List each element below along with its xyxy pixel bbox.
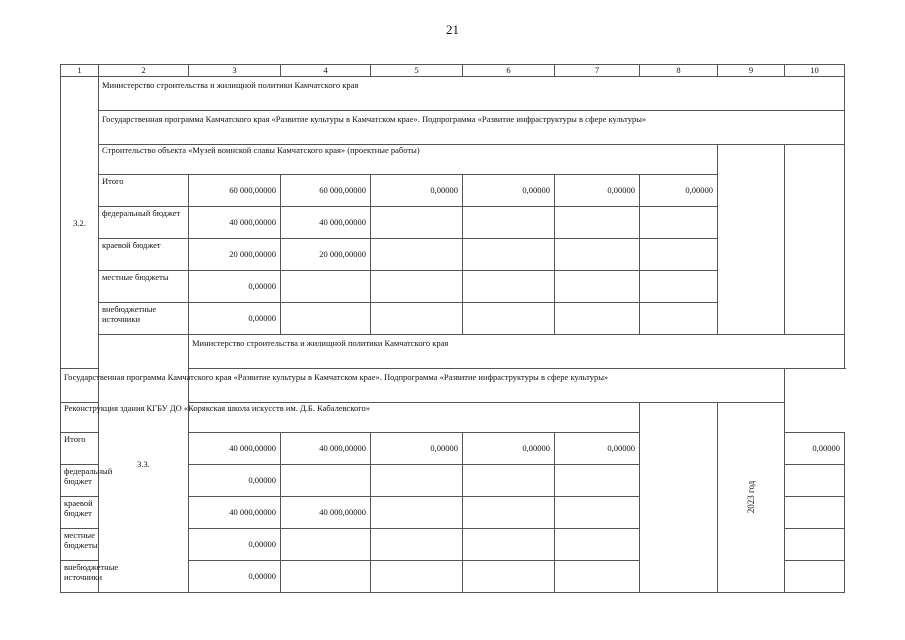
amount-cell: 40 000,00000 xyxy=(281,496,371,528)
amount-cell xyxy=(463,496,555,528)
amount-cell xyxy=(640,238,718,270)
amount-cell xyxy=(281,528,371,560)
amount-cell xyxy=(463,528,555,560)
amount-cell xyxy=(640,206,718,238)
amount-cell xyxy=(785,496,845,528)
financing-table xyxy=(60,64,845,593)
funding-source-label: местные бюджеты xyxy=(61,528,99,560)
funding-source-label: внебюджетные источники xyxy=(99,302,189,334)
amount-cell: 0,00000 xyxy=(555,432,640,464)
amount-cell xyxy=(555,238,640,270)
amount-cell xyxy=(555,560,640,592)
amount-cell xyxy=(555,302,640,334)
amount-cell xyxy=(371,270,463,302)
ministry-row xyxy=(61,76,845,110)
amount-cell: 40 000,00000 xyxy=(189,496,281,528)
amount-cell: 0,00000 xyxy=(785,432,845,464)
amount-cell: 40 000,00000 xyxy=(189,206,281,238)
amount-cell xyxy=(371,238,463,270)
amount-cell xyxy=(555,496,640,528)
header-cell: 10 xyxy=(785,65,845,77)
amount-cell: 60 000,00000 xyxy=(281,174,371,206)
funding-source-label: местные бюджеты xyxy=(99,270,189,302)
object-row xyxy=(61,402,845,432)
header-cell: 1 xyxy=(61,65,99,77)
header-cell: 3 xyxy=(189,65,281,77)
program-name: Государственная программа Камчатского края «Развитие культуры в Камчатском крае». Подпрограмма «Развитие инфраструктуры в сфере культуры» xyxy=(99,110,845,144)
program-name: Государственная программа Камчатского края «Развитие культуры в Камчатском крае». Подпрограмма «Развитие инфраструктуры в сфере культуры» xyxy=(61,368,785,402)
header-cell: 9 xyxy=(718,65,785,77)
amount-cell xyxy=(785,560,845,592)
year-cell xyxy=(785,144,845,334)
amount-cell xyxy=(555,464,640,496)
amount-cell: 0,00000 xyxy=(371,432,463,464)
funding-source-label: федеральный бюджет xyxy=(61,464,99,496)
amount-cell xyxy=(371,464,463,496)
amount-cell: 0,00000 xyxy=(555,174,640,206)
amount-cell xyxy=(371,528,463,560)
object-name: Реконструкция здания КГБУ ДО «Корякская школа искусств им. Д.Б. Кабалевского» xyxy=(61,402,640,432)
header-cell: 2 xyxy=(99,65,189,77)
funding-source-label: федеральный бюджет xyxy=(99,206,189,238)
funding-source-label: Итого xyxy=(61,432,99,464)
amount-cell xyxy=(463,464,555,496)
funding-source-label: краевой бюджет xyxy=(99,238,189,270)
amount-cell: 40 000,00000 xyxy=(281,432,371,464)
amount-cell xyxy=(371,496,463,528)
amount-cell xyxy=(555,270,640,302)
year-cell xyxy=(718,402,785,592)
page-number: 21 xyxy=(446,22,459,37)
amount-cell: 0,00000 xyxy=(189,528,281,560)
amount-cell: 40 000,00000 xyxy=(281,206,371,238)
col9-cell xyxy=(640,402,718,592)
col9-cell xyxy=(718,144,785,334)
amount-cell xyxy=(555,528,640,560)
amount-cell: 40 000,00000 xyxy=(189,432,281,464)
header-cell: 4 xyxy=(281,65,371,77)
header-row xyxy=(61,65,845,77)
ministry-row xyxy=(61,334,845,368)
amount-cell xyxy=(463,206,555,238)
amount-cell: 0,00000 xyxy=(463,432,555,464)
amount-cell xyxy=(555,206,640,238)
amount-cell xyxy=(463,270,555,302)
amount-cell xyxy=(640,270,718,302)
ministry-name: Министерство строительства и жилищной политики Камчатского края xyxy=(99,76,845,110)
amount-cell xyxy=(640,302,718,334)
funding-source-label: краевой бюджет xyxy=(61,496,99,528)
amount-cell xyxy=(371,302,463,334)
amount-cell: 20 000,00000 xyxy=(189,238,281,270)
program-row xyxy=(61,368,845,402)
amount-cell xyxy=(463,302,555,334)
amount-cell: 0,00000 xyxy=(371,174,463,206)
amount-cell xyxy=(463,238,555,270)
amount-cell: 20 000,00000 xyxy=(281,238,371,270)
amount-cell: 0,00000 xyxy=(189,302,281,334)
row-index: 3.3. xyxy=(99,334,189,592)
object-name: Строительство объекта «Музей воинской славы Камчатского края» (проектные работы) xyxy=(99,144,718,174)
amount-cell xyxy=(281,302,371,334)
amount-cell xyxy=(785,464,845,496)
amount-cell: 0,00000 xyxy=(189,560,281,592)
amount-cell: 60 000,00000 xyxy=(189,174,281,206)
header-cell: 8 xyxy=(640,65,718,77)
amount-cell xyxy=(281,270,371,302)
header-cell: 5 xyxy=(371,65,463,77)
program-row xyxy=(61,110,845,144)
funding-source-label: Итого xyxy=(99,174,189,206)
header-cell: 7 xyxy=(555,65,640,77)
amount-cell xyxy=(371,560,463,592)
amount-cell xyxy=(463,560,555,592)
row-index: 3.2. xyxy=(61,76,99,368)
amount-cell: 0,00000 xyxy=(640,174,718,206)
ministry-name: Министерство строительства и жилищной политики Камчатского края xyxy=(189,334,845,368)
amount-cell xyxy=(281,560,371,592)
year-label: 2023 год xyxy=(745,480,756,514)
object-row xyxy=(61,144,845,174)
header-cell: 6 xyxy=(463,65,555,77)
amount-cell: 0,00000 xyxy=(189,270,281,302)
amount-cell: 0,00000 xyxy=(463,174,555,206)
amount-cell: 0,00000 xyxy=(189,464,281,496)
amount-cell xyxy=(281,464,371,496)
amount-cell xyxy=(371,206,463,238)
funding-source-label: внебюджетные источники xyxy=(61,560,99,592)
amount-cell xyxy=(785,528,845,560)
